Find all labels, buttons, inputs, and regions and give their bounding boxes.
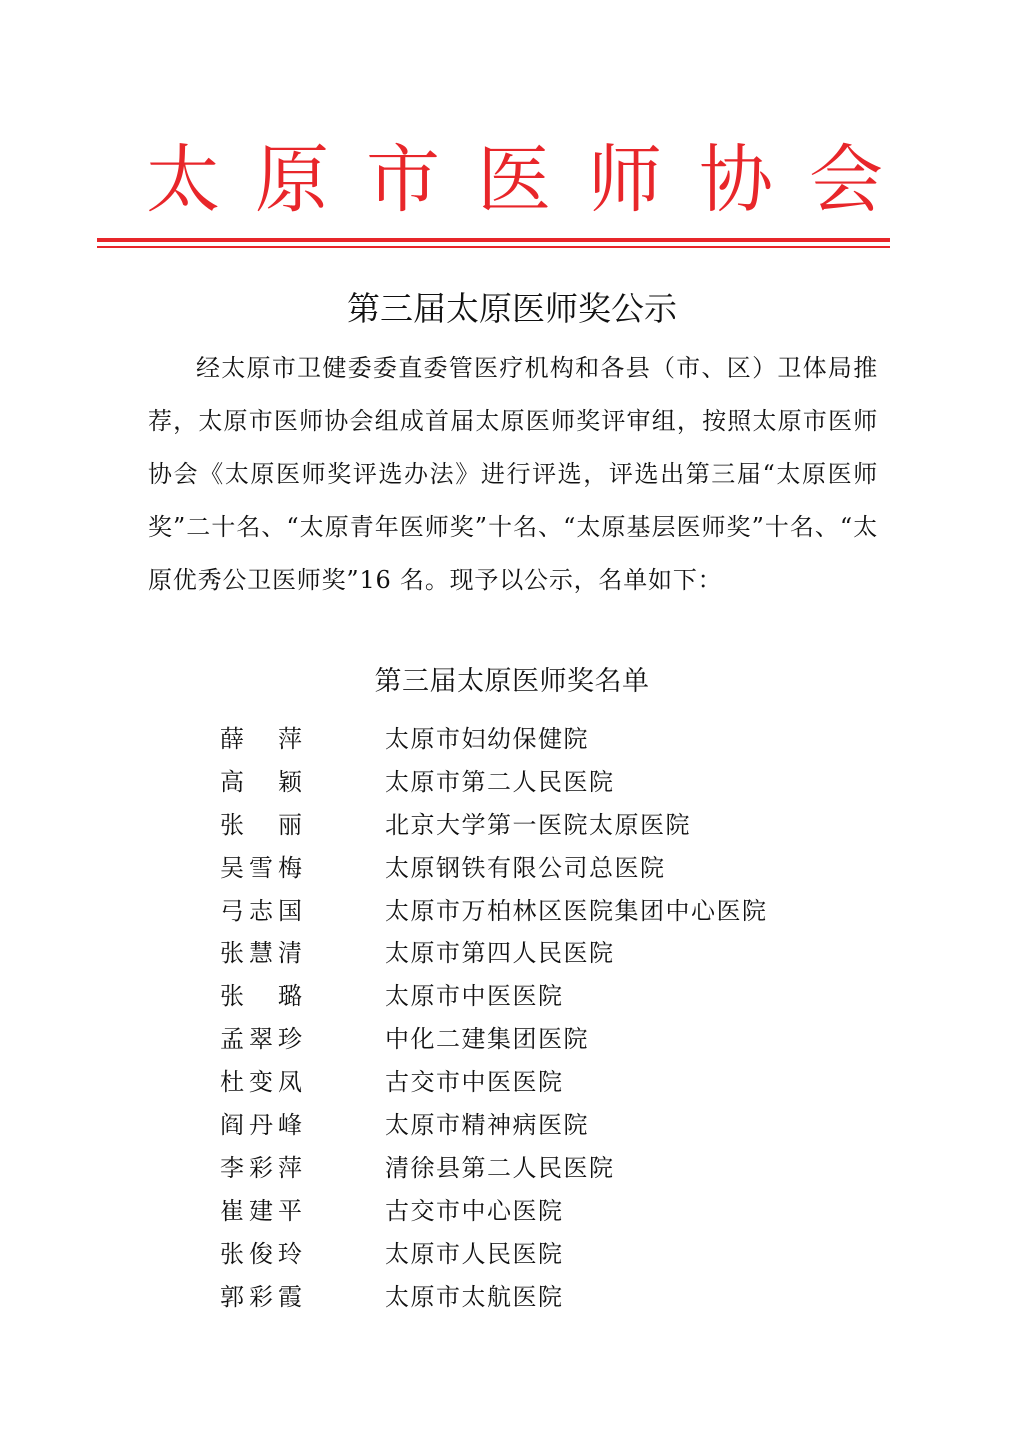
document-title: 第三届太原医师奖公示 [347,289,677,328]
org-letterhead [0,132,1024,232]
letterhead-char: 医 [477,137,551,223]
awardee-name: 张慧清 [220,939,302,968]
awardee-row [220,1190,920,1233]
awardee-name: 郭彩霞 [220,1282,302,1311]
awardee-institution: 太原市万柏林区医院集团中心医院 [385,896,768,925]
awardee-row [220,1104,920,1147]
letterhead-char: 师 [588,137,662,223]
awardee-name: 崔建平 [220,1196,302,1225]
letterhead-rule-thick [97,238,890,242]
awardee-institution: 清徐县第二人民医院 [385,1153,615,1182]
awardee-institution: 中化二建集团医院 [385,1025,589,1054]
awardee-institution: 太原市太航医院 [385,1282,564,1311]
awardee-name: 阎丹峰 [220,1111,302,1140]
awardee-row [220,1233,920,1276]
letterhead-char: 会 [809,137,883,223]
awardee-row [220,718,920,761]
awardee-row [220,1018,920,1061]
letterhead-rule-thin [97,246,890,248]
awardee-row [220,1061,920,1104]
awardee-name: 薛萍 [220,725,302,753]
awardee-name: 张璐 [220,982,302,1011]
awardee-name: 张丽 [220,810,302,839]
awardee-institution: 太原市妇幼保健院 [385,725,589,753]
awardee-row [220,761,920,804]
awardee-row [220,975,920,1018]
awardee-row [220,1147,920,1190]
awardee-list [220,718,920,1318]
letterhead-char: 原 [255,137,329,223]
awardee-institution: 北京大学第一医院太原医院 [385,810,691,839]
awardee-row [220,1276,920,1319]
awardee-institution: 太原市精神病医院 [385,1111,589,1140]
awardee-name: 张俊玲 [220,1239,302,1268]
letterhead-char: 协 [699,137,773,223]
awardee-institution: 太原市人民医院 [385,1239,564,1268]
awardee-name: 弓志国 [220,896,302,925]
awardee-institution: 古交市中心医院 [385,1196,564,1225]
awardee-row [220,890,920,933]
awardee-institution: 太原市第四人民医院 [385,939,615,968]
awardee-name: 吴雪梅 [220,853,302,882]
awardee-row [220,847,920,890]
awardee-row [220,932,920,975]
awardee-name: 高颖 [220,767,302,796]
intro-paragraph: 经太原市卫健委委直委管医疗机构和各县（市、区）卫体局推荐，太原市医师协会组成首届太原医师奖评审组，按照太原市医师协会《太原医师奖评选办法》进行评选，评选出第三届“太原医师奖”二十名、“太原青年医师奖”十名、“太原基层医师奖”十名、“太原优秀公卫医师奖”16 名。现予以公示，名单如下： [148,354,878,594]
awardee-institution: 太原市中医医院 [385,982,564,1011]
list-title: 第三届太原医师奖名单 [374,666,650,697]
awardee-institution: 古交市中医医院 [385,1068,564,1097]
awardee-institution: 太原市第二人民医院 [385,767,615,796]
awardee-name: 杜变凤 [220,1068,302,1097]
letterhead-char: 太 [146,137,220,223]
awardee-row [220,804,920,847]
letterhead-char: 市 [366,137,440,223]
awardee-name: 李彩萍 [220,1153,302,1182]
awardee-institution: 太原钢铁有限公司总医院 [385,853,666,882]
awardee-name: 孟翠珍 [220,1025,302,1054]
